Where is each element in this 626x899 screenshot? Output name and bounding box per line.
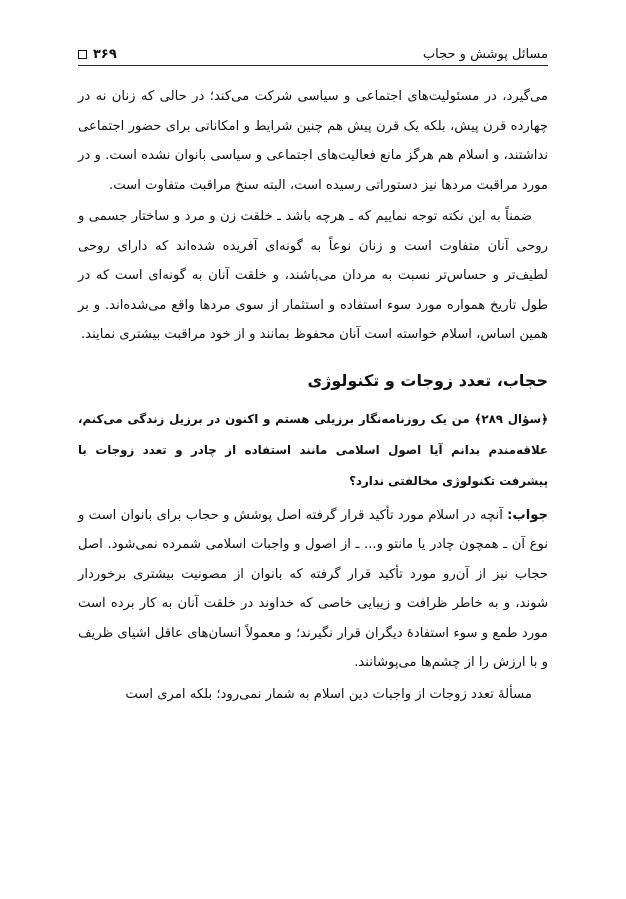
question-289: ﴿سؤال ۲۸۹﴾ من یک روزنامه‌نگار برزیلی هستم و اکنون در برزیل زندگی می‌کنم، علاقه‌مندم بدانم آیا اصول اسلامی مانند استفاده از چادر و تعدد زوجات با پیشرفت تکنولوژی مخالفتی ندارد؟ bbox=[78, 411, 548, 488]
page-number-group bbox=[78, 47, 117, 62]
paragraph-1: می‌گیرد، در مسئولیت‌های اجتماعی و سیاسی شرکت می‌کند؛ در حالی که زنان نه در چهارده قرن پیش، بلکه یک قرن پیش هم چنین شرایط و امکاناتی برای حضور اجتماعی نداشتند، و اسلام هم هرگز مانع فعالیت‌های اجتماعی و سیاسی بانوان نشده است. و در مورد مراقبت مردها نیز دستوراتی رسیده است، البته سنخ مراقبت متفاوت است. bbox=[78, 89, 548, 193]
paragraph-last: مسألهٔ تعدد زوجات از واجبات دین اسلام به شمار نمی‌رود؛ بلکه امری است bbox=[125, 686, 532, 702]
running-header bbox=[78, 40, 548, 66]
section-title: مسائل پوشش و حجاب bbox=[422, 47, 548, 62]
answer-label: جواب: bbox=[507, 507, 548, 523]
answer-paragraph bbox=[78, 501, 548, 678]
page-number: ۳۶۹ bbox=[93, 47, 117, 62]
body-text bbox=[78, 82, 548, 711]
square-bullet-icon bbox=[78, 50, 87, 59]
section-heading: حجاب، تعدد زوجات و تکنولوژی bbox=[307, 370, 548, 390]
paragraph-2: ضمناً به این نکته توجه نماییم که ـ هرچه باشد ـ خلقت زن و مرد و ساختار جسمی و روحی آنان متفاوت است و زنان نوعاً به گونه‌ای آفریده شده‌اند که دارای روحی لطیف‌تر و حساس‌تر نسبت به مردان می‌باشند، و خلقت آنان به گونه‌ای است که در طول تاریخ همواره مورد سوء استفاده و استثمار از سوی مردها واقع می‌شده‌اند. و بر همین اساس، اسلام خواسته است آنان محفوظ بمانند و از خود مراقبت بیشتری نمایند. bbox=[78, 209, 548, 342]
answer-text: آنچه در اسلام مورد تأکید قرار گرفته اصل پوشش و حجاب برای بانوان است و نوع آن ـ همچون چادر یا مانتو و... ـ از اصول و واجبات اسلامی شمرده نمی‌شود. اصل حجاب نیز از آن‌رو مورد تأکید قرار گرفته که بانوان از مصونیت بیشتری برخوردار شوند، و به خاطر ظرافت و زیبایی خاصی که خداوند در خلقت آنان به کار برده است مورد طمع و سوء استفادهٔ دیگران قرار نگیرند؛ و معمولاً انسان‌های عاقل اشیای ظریف و با ارزش را از چشم‌ها می‌پوشانند. bbox=[78, 507, 548, 670]
